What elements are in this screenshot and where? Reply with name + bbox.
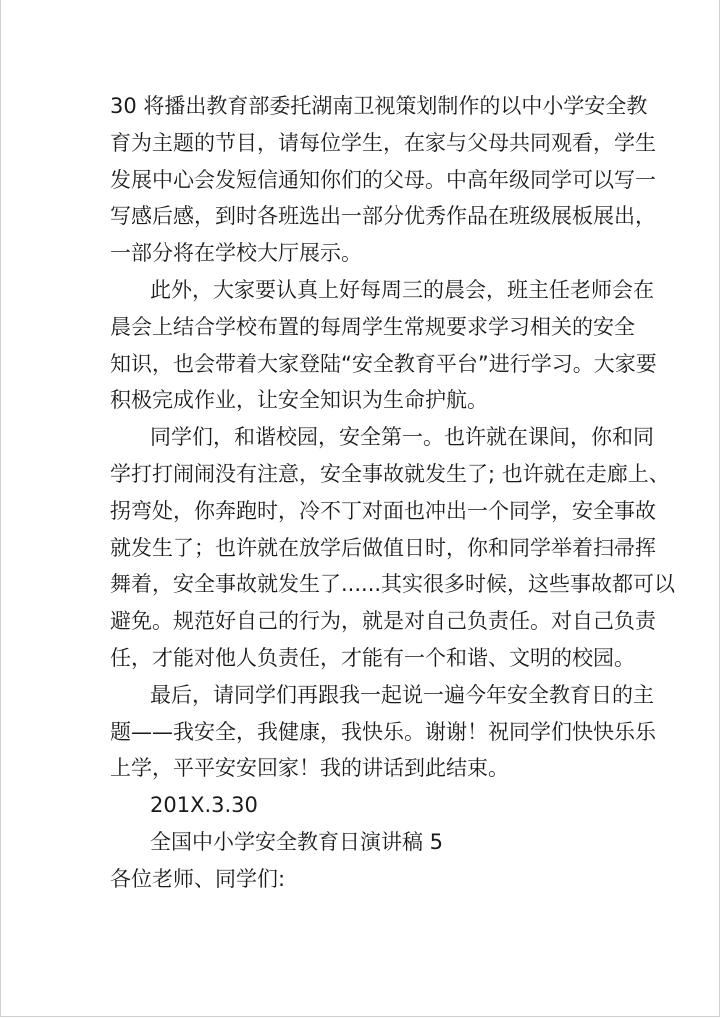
text-line: 任，才能对他人负责任，才能有一个和谐、文明的校园。 [110,645,635,670]
document-body [110,88,676,898]
text-line: 知识，也会带着大家登陆“安全教育平台”进行学习。大家要 [110,351,657,376]
section-title: 全国中小学安全教育日演讲稿 5 [150,829,444,854]
text-line: 育为主题的节目，请每位学生，在家与父母共同观看，学生 [110,130,656,155]
salutation-line: 各位老师、同学们: [110,866,286,891]
text-line: 题——我安全，我健康，我快乐。谢谢！祝同学们快快乐乐 [110,719,656,744]
paragraph-start-line: 此外，大家要认真上好每周三的晨会，班主任老师会在 [150,277,654,302]
text-line: 学打打闹闹没有注意，安全事故就发生了; 也许就在走廊上、 [110,461,670,486]
date-line: 201X.3.30 [150,793,258,818]
text-line: 拐弯处，你奔跑时，冷不丁对面也冲出一个同学，安全事故 [110,498,656,523]
text-line: 就发生了；也许就在放学后做值日时，你和同学举着扫帚挥 [110,535,656,560]
text-line: 积极完成作业，让安全知识为生命护航。 [110,388,488,413]
text-line: 晨会上结合学校布置的每周学生常规要求学习相关的安全 [110,314,635,339]
text-line: 一部分将在学校大厅展示。 [110,241,362,266]
text-line: 上学，平平安安回家！我的讲话到此结束。 [110,756,509,781]
text-line: 写感后感，到时各班选出一部分优秀作品在班级展板展出， [110,204,656,229]
paragraph-start-line: 最后，请同学们再跟我一起说一遍今年安全教育日的主 [150,682,654,707]
text-line: 30 将播出教育部委托湖南卫视策划制作的以中小学安全教 [110,94,648,118]
text-line: 舞着，安全事故就发生了......其实很多时候，这些事故都可以 [110,572,676,597]
paragraph-start-line: 同学们，和谐校园，安全第一。也许就在课间，你和同 [150,425,654,450]
text-line: 避免。规范好自己的行为，就是对自己负责任。对自己负责 [110,609,656,634]
text-line: 发展中心会发短信通知你们的父母。中高年级同学可以写一 [110,167,656,192]
